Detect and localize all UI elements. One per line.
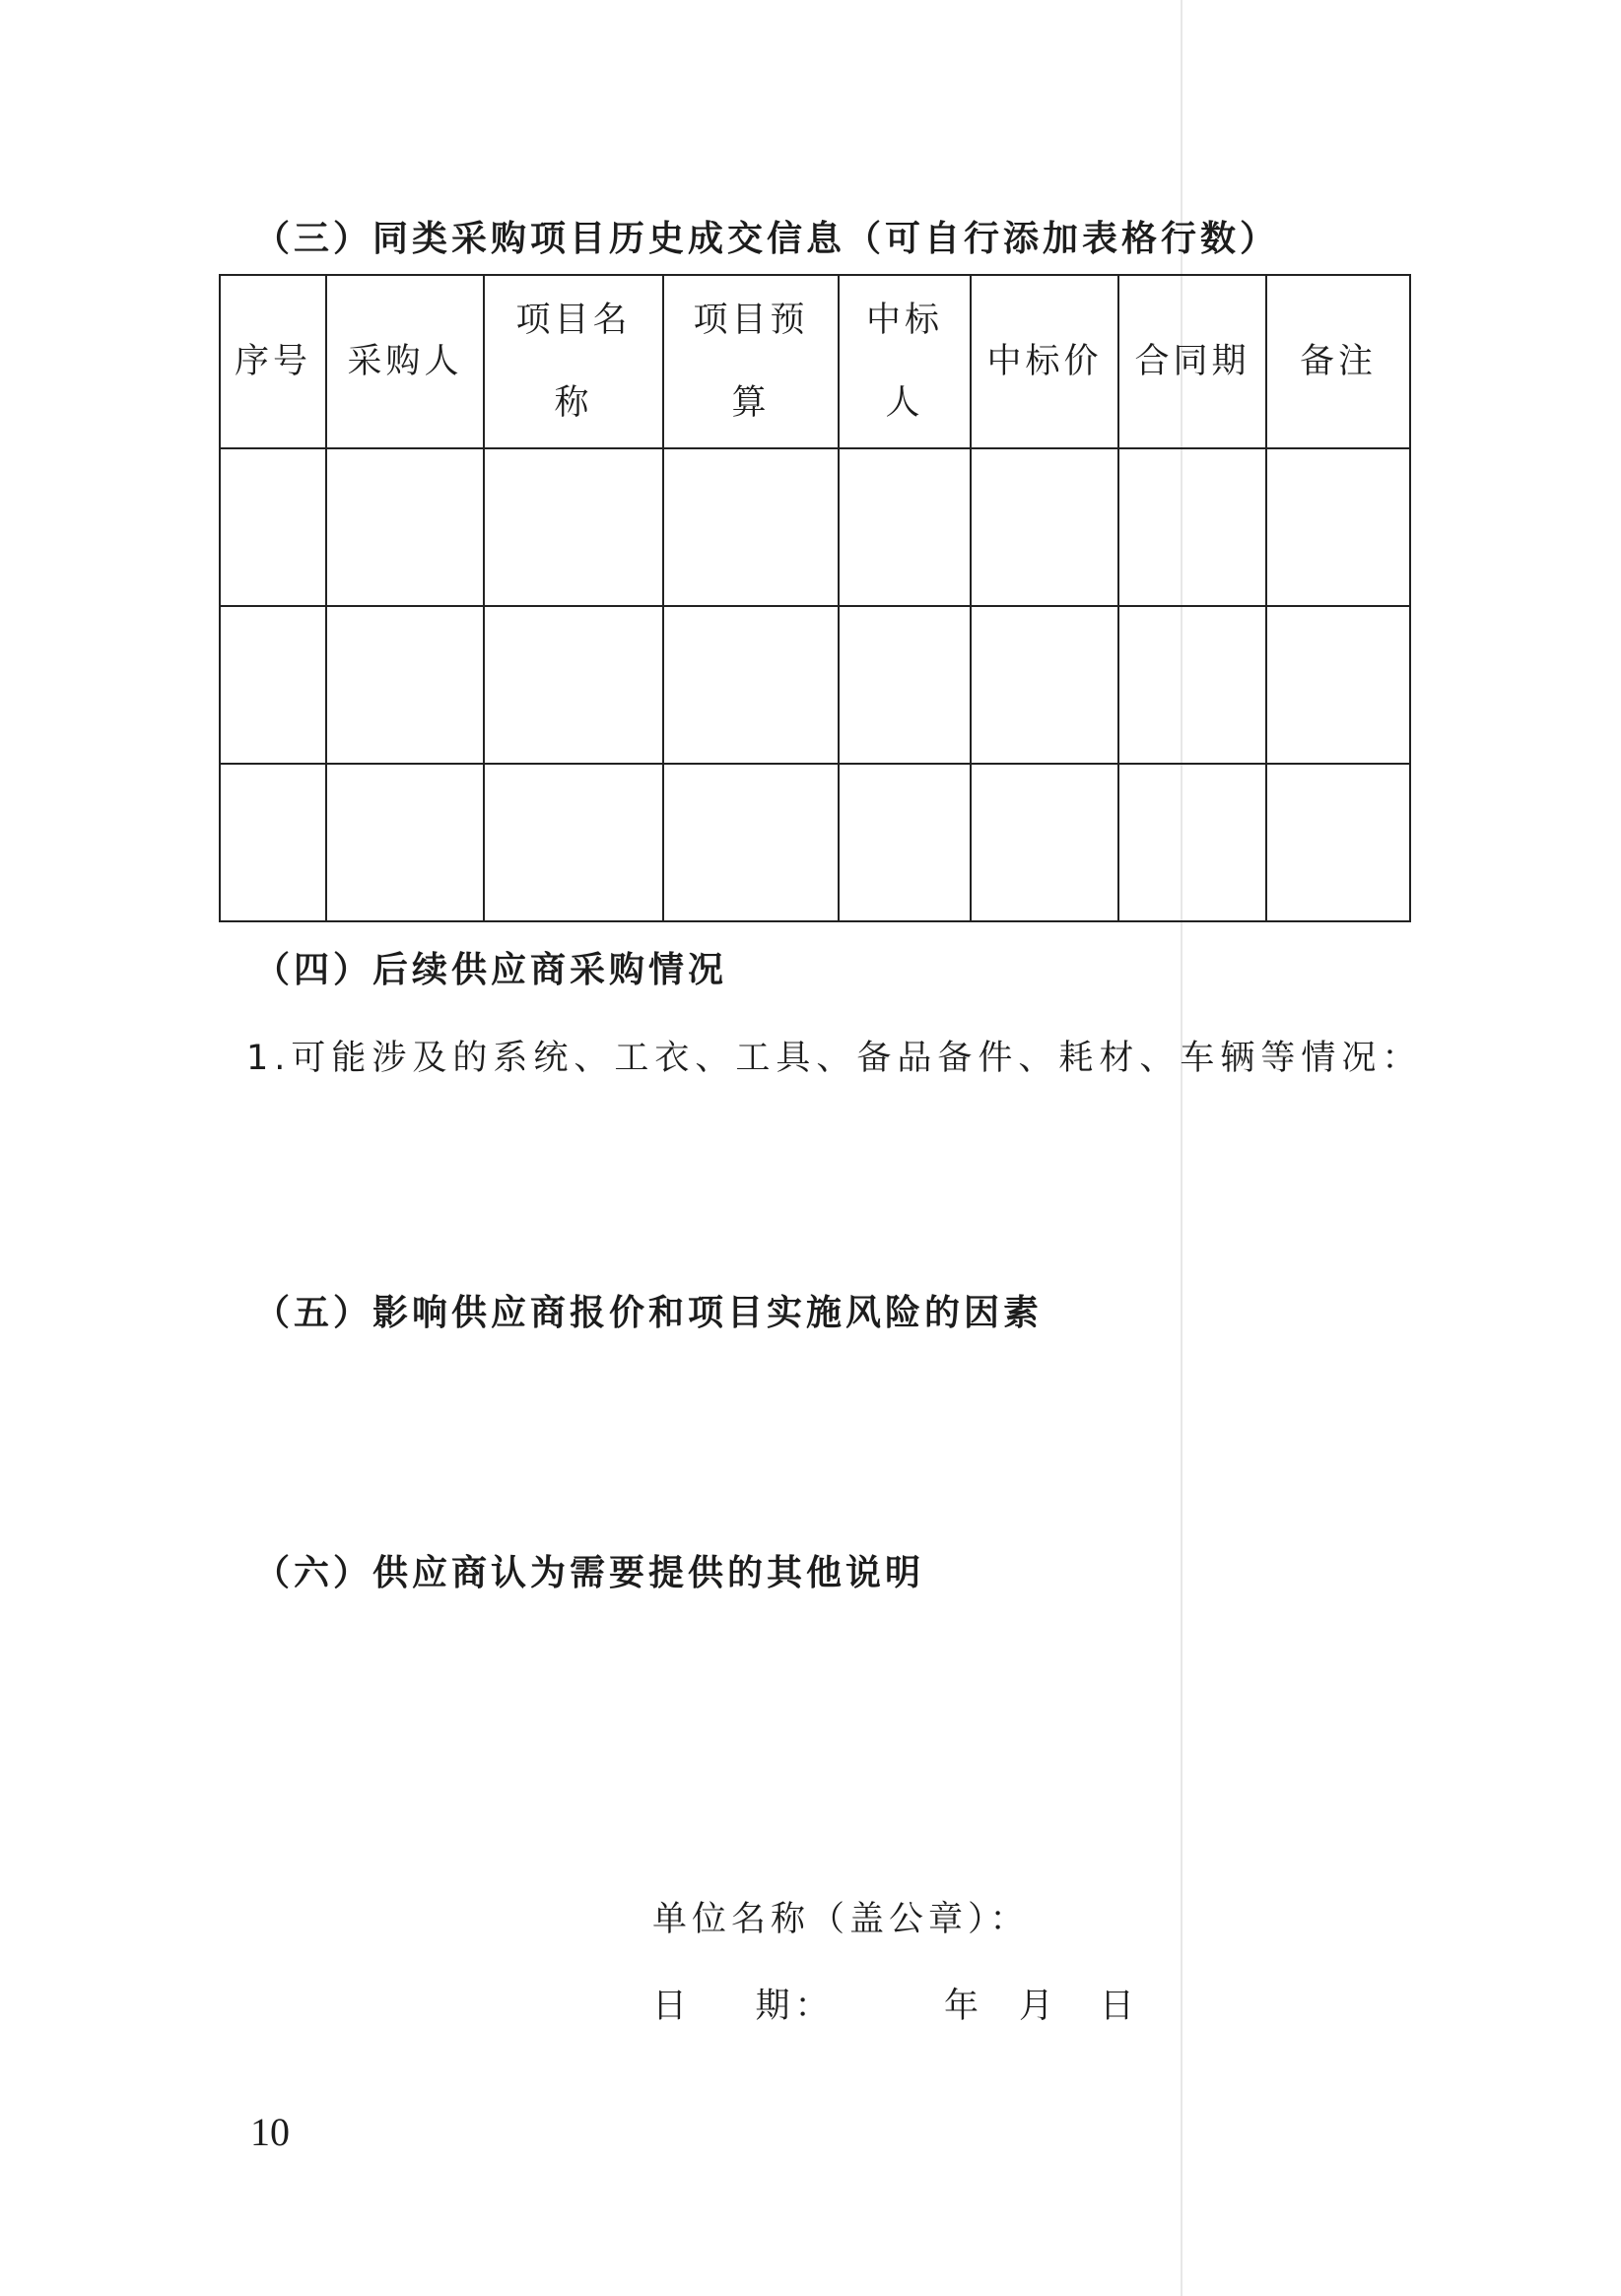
table-row xyxy=(220,448,1410,606)
header-serial-number: 序号 xyxy=(220,275,326,448)
table-header-row xyxy=(220,275,1410,448)
history-transaction-table xyxy=(219,274,1411,922)
header-contract-period: 合同期 xyxy=(1118,275,1266,448)
section-5-heading: （五）影响供应商报价和项目实施风险的因素 xyxy=(254,1293,1044,1333)
table-cell[interactable] xyxy=(484,448,663,606)
header-project-name: 项目名 称 xyxy=(484,275,663,448)
table-cell[interactable] xyxy=(971,606,1118,764)
table-cell[interactable] xyxy=(839,606,971,764)
table-cell[interactable] xyxy=(1266,448,1410,606)
date-day-label: 日 xyxy=(1100,1987,1140,2026)
table-row xyxy=(220,764,1410,921)
table-cell[interactable] xyxy=(326,606,484,764)
section-6-heading: （六）供应商认为需要提供的其他说明 xyxy=(254,1553,925,1593)
header-winning-bidder: 中标 人 xyxy=(839,275,971,448)
header-remarks: 备注 xyxy=(1266,275,1410,448)
table-row xyxy=(220,606,1410,764)
table-cell[interactable] xyxy=(484,764,663,921)
table-cell[interactable] xyxy=(663,448,839,606)
header-project-budget: 项目预 算 xyxy=(663,275,839,448)
section-4-item-1: 1.可能涉及的系统、工衣、工具、备品备件、耗材、车辆等情况： xyxy=(246,1039,1423,1078)
table-cell[interactable] xyxy=(326,764,484,921)
table-cell[interactable] xyxy=(663,606,839,764)
table-cell[interactable] xyxy=(971,448,1118,606)
table-cell[interactable] xyxy=(971,764,1118,921)
header-purchaser: 采购人 xyxy=(326,275,484,448)
table-cell[interactable] xyxy=(839,764,971,921)
table-cell[interactable] xyxy=(663,764,839,921)
unit-name-seal-label: 单位名称（盖公章）： xyxy=(652,1900,1030,1939)
table-cell[interactable] xyxy=(1118,764,1266,921)
section-3-heading: （三）同类采购项目历史成交信息（可自行添加表格行数） xyxy=(254,219,1280,259)
table-cell[interactable] xyxy=(220,764,326,921)
date-year-label: 年 xyxy=(944,1987,984,2026)
table-cell[interactable] xyxy=(1118,448,1266,606)
table-cell[interactable] xyxy=(326,448,484,606)
table-cell[interactable] xyxy=(839,448,971,606)
table-cell[interactable] xyxy=(1266,764,1410,921)
date-label: 日 期： xyxy=(652,1987,835,2026)
table-cell[interactable] xyxy=(1266,606,1410,764)
header-winning-price: 中标价 xyxy=(971,275,1118,448)
table-cell[interactable] xyxy=(220,606,326,764)
table-cell[interactable] xyxy=(220,448,326,606)
date-month-label: 月 xyxy=(1019,1987,1059,2026)
table-cell[interactable] xyxy=(1118,606,1266,764)
table-cell[interactable] xyxy=(484,606,663,764)
page-number: 10 xyxy=(250,2110,290,2154)
section-4-heading: （四）后续供应商采购情况 xyxy=(254,950,728,990)
